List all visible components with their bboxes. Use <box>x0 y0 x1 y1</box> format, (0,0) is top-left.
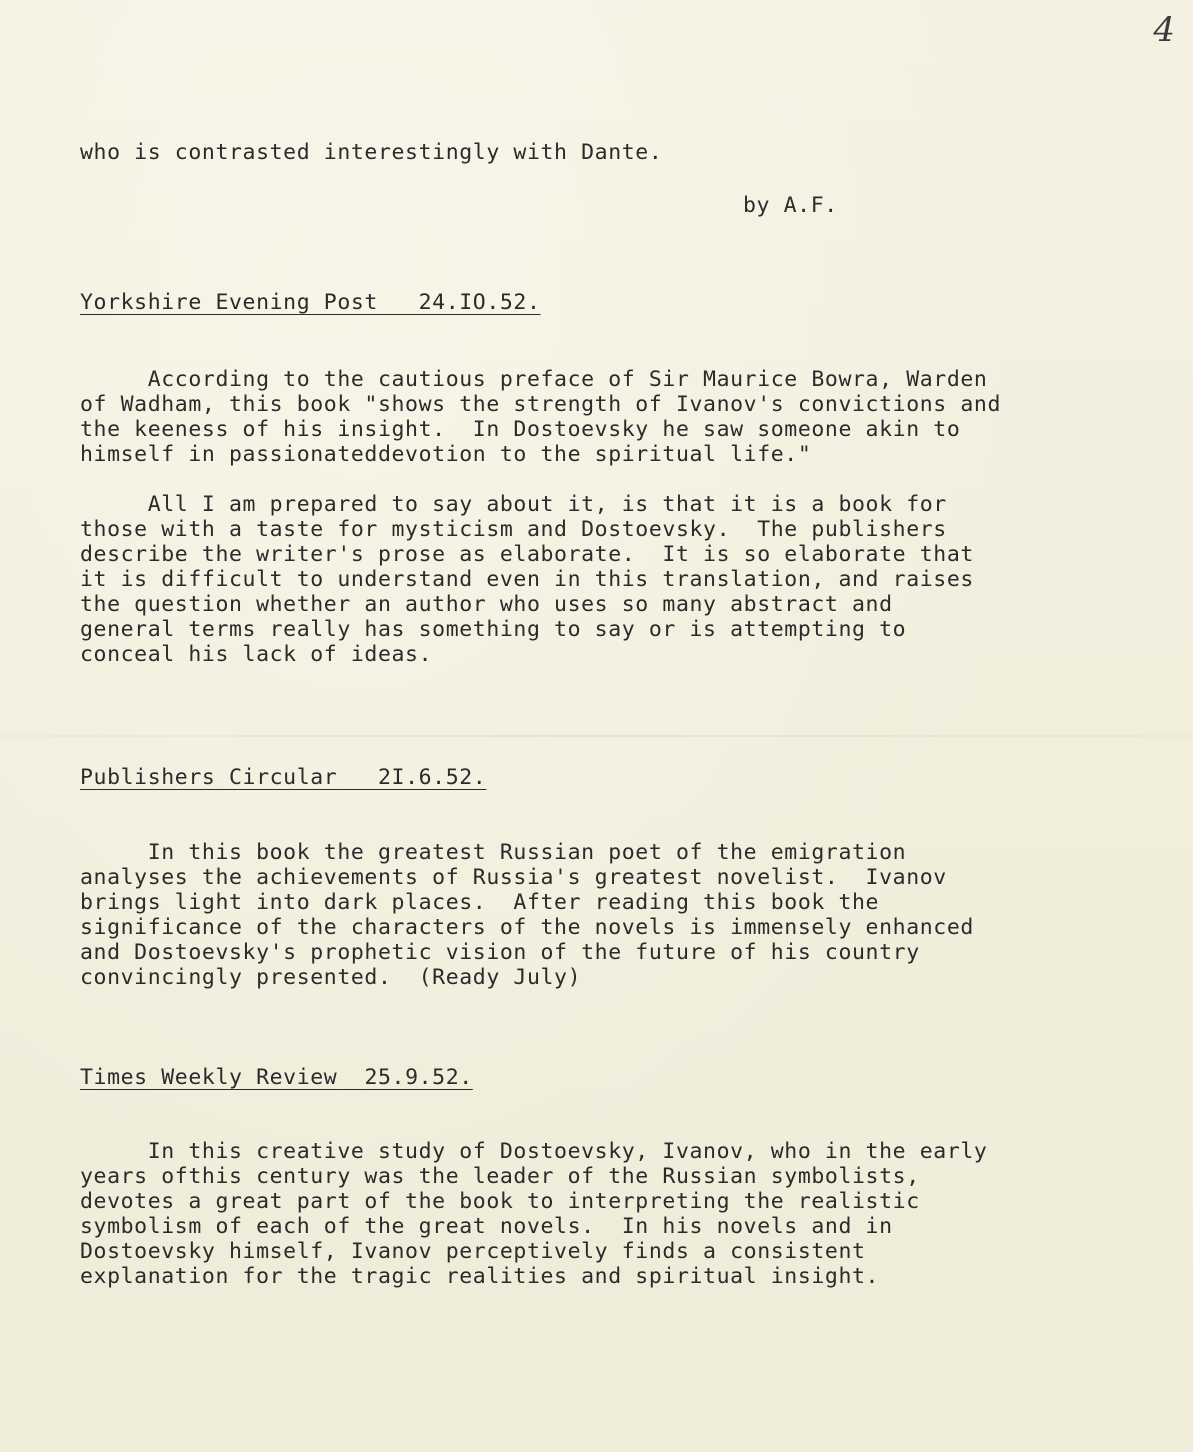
review-source: Yorkshire Evening Post <box>80 290 378 315</box>
review-heading-yorkshire <box>80 290 541 315</box>
paper-fold-crease <box>0 735 1193 737</box>
text-line: general terms really has something to say or is attempting to <box>80 617 907 642</box>
text-line: significance of the characters of the novels is immensely enhanced <box>80 915 974 940</box>
review-heading-times-weekly <box>80 1065 473 1090</box>
review-date: 24.IO.52. <box>418 290 541 315</box>
text-line: According to the cautious preface of Sir Maurice Bowra, Warden <box>80 367 988 392</box>
text-line: brings light into dark places. After reading this book the <box>80 890 880 915</box>
text-line: and Dostoevsky's prophetic vision of the future of his country <box>80 940 920 965</box>
review-source: Publishers Circular <box>80 765 338 790</box>
text-line: the question whether an author who uses so many abstract and <box>80 592 893 617</box>
text-line: analyses the achievements of Russia's greatest novelist. Ivanov <box>80 865 947 890</box>
text-line: conceal his lack of ideas. <box>80 642 433 667</box>
review-date: 2I.6.52. <box>377 765 487 790</box>
text-line: convincingly presented. (Ready July) <box>80 965 582 990</box>
text-line: All I am prepared to say about it, is that it is a book for <box>80 492 947 517</box>
text-line: the keeness of his insight. In Dostoevsky he saw someone akin to <box>80 417 961 442</box>
text-line: explanation for the tragic realities and spiritual insight. <box>80 1264 880 1289</box>
review-paragraph <box>80 367 1140 467</box>
text-line: describe the writer's prose as elaborate. It is so elaborate that <box>80 542 974 567</box>
review-paragraph <box>80 492 1140 667</box>
review-source: Times Weekly Review <box>80 1065 338 1090</box>
text-line: Dostoevsky himself, Ivanov perceptively finds a consistent <box>80 1239 866 1264</box>
review-paragraph <box>80 1139 1140 1289</box>
opening-line: who is contrasted interestingly with Dante. <box>80 140 663 165</box>
byline: by A.F. <box>743 193 838 218</box>
text-line: In this creative study of Dostoevsky, Ivanov, who in the early <box>80 1139 988 1164</box>
text-line: those with a taste for mysticism and Dostoevsky. The publishers <box>80 517 947 542</box>
text-line: years ofthis century was the leader of the Russian symbolists, <box>80 1164 920 1189</box>
review-paragraph <box>80 840 1140 990</box>
text-line: symbolism of each of the great novels. In his novels and in <box>80 1214 893 1239</box>
text-line: himself in passionateddevotion to the spiritual life." <box>80 442 812 467</box>
text-line: In this book the greatest Russian poet of the emigration <box>80 840 907 865</box>
handwritten-page-number: 4 <box>1153 10 1175 50</box>
text-line: it is difficult to understand even in this translation, and raises <box>80 567 974 592</box>
review-heading-publishers-circular <box>80 765 486 790</box>
review-date: 25.9.52. <box>364 1065 473 1090</box>
text-line: devotes a great part of the book to interpreting the realistic <box>80 1189 920 1214</box>
text-line: of Wadham, this book "shows the strength of Ivanov's convictions and <box>80 392 1001 417</box>
